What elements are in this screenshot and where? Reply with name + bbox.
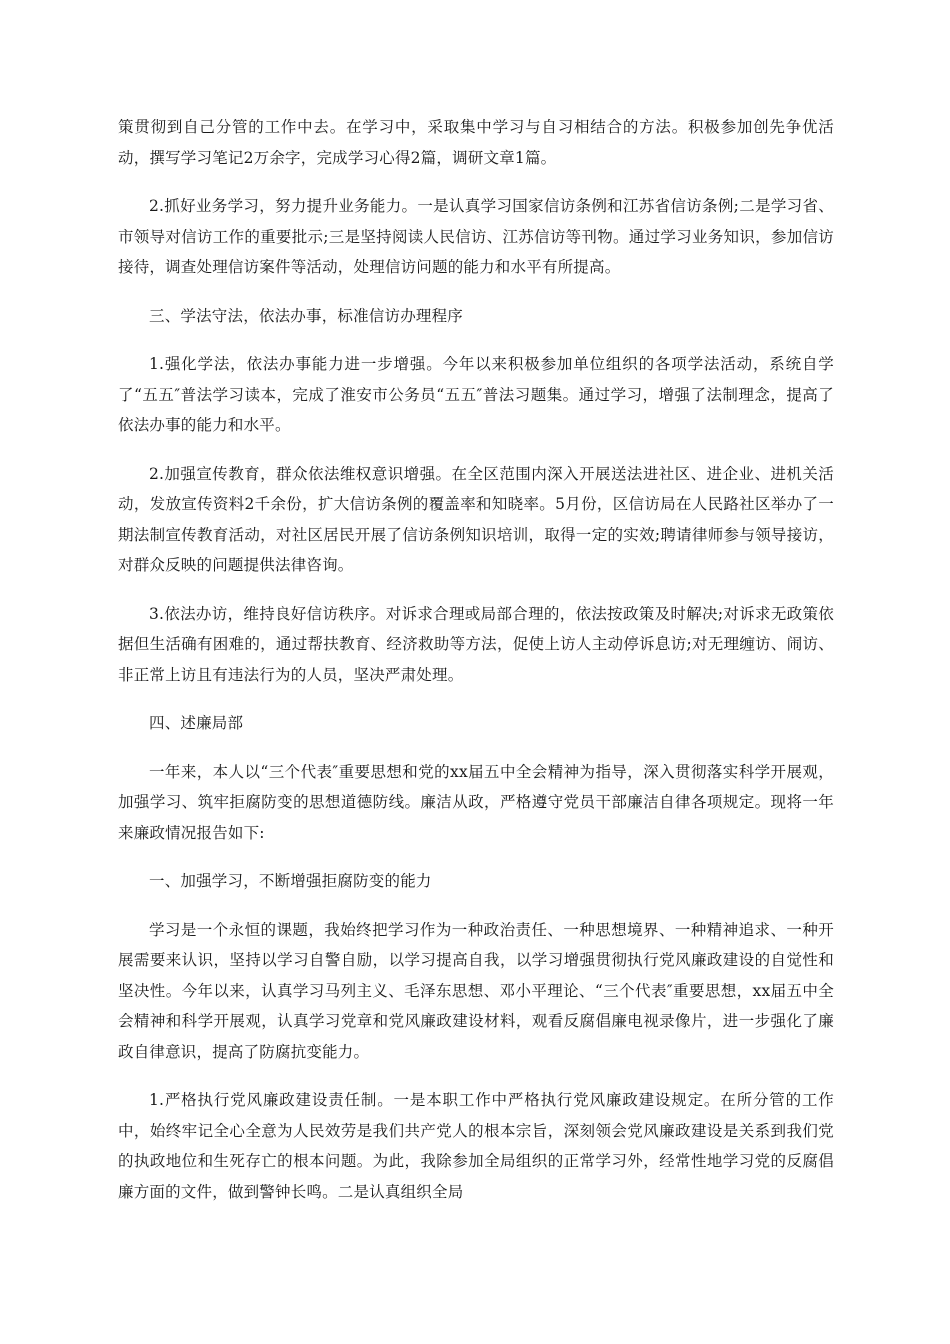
paragraph-business-study: 2.抓好业务学习，努力提升业务能力。一是认真学习国家信访条例和江苏省信访条例;二是学习省、市领导对信访工作的重要批示;三是坚持阅读人民信访、江苏信访等刊物。通过学习业务知识，参加信访接待，调查处理信访案件等活动，处理信访问题的能力和水平有所提高。 <box>118 197 834 276</box>
document-page <box>118 112 834 1225</box>
section-heading-integrity: 四、述廉局部 <box>149 714 244 732</box>
paragraph-responsibility-system: 1.严格执行党风廉政建设责任制。一是本职工作中严格执行党风廉政建设规定。在所分管的工作中，始终牢记全心全意为人民效劳是我们共产党人的根本宗旨，深刻领会党风廉政建设是关系到我们党的执政地位和生死存亡的根本问题。为此，我除参加全局组织的正常学习外，经常性地学习党的反腐倡廉方面的文件，做到警钟长鸣。二是认真组织全局 <box>118 1091 834 1201</box>
section-heading-law: 三、学法守法，依法办事，标准信访办理程序 <box>149 306 464 325</box>
paragraph-continuation: 策贯彻到自己分管的工作中去。在学习中，采取集中学习与自习相结合的方法。积极参加创先争优活动，撰写学习笔记2万余字，完成学习心得2篇，调研文章1篇。 <box>118 118 834 167</box>
paragraph-eternal-study: 学习是一个永恒的课题，我始终把学习作为一种政治责任、一种思想境界、一种精神追求、一种开展需要来认识，坚持以学习自警自励，以学习提高自我，以学习增强贯彻执行党风廉政建设的自觉性和坚决性。今年以来，认真学习马列主义、毛泽东思想、邓小平理论、“三个代表″重要思想，xx届五中全会精神和科学开展观，认真学习党章和党风廉政建设材料，观看反腐倡廉电视录像片，进一步强化了廉政自律意识，提高了防腐抗变能力。 <box>118 920 834 1061</box>
paragraph-lawful-petition: 3.依法办访，维持良好信访秩序。对诉求合理或局部合理的，依法按政策及时解决;对诉求无政策依据但生活确有困难的，通过帮扶教育、经济救助等方法，促使上访人主动停诉息访;对无理缠访、闹访、非正常上访且有违法行为的人员，坚决严肃处理。 <box>118 604 834 684</box>
section-heading-study: 一、加强学习，不断增强拒腐防变的能力 <box>149 872 432 890</box>
paragraph-strengthen-law-study: 1.强化学法，依法办事能力进一步增强。今年以来积极参加单位组织的各项学法活动，系统自学了“五五″普法学习读本，完成了淮安市公务员“五五″普法习题集。通过学习，增强了法制理念，提高了依法办事的能力和水平。 <box>118 355 834 434</box>
paragraph-publicity-education: 2.加强宣传教育，群众依法维权意识增强。在全区范围内深入开展送法进社区、进企业、进机关活动，发放宣传资料2千余份，扩大信访条例的覆盖率和知晓率。5月份，区信访局在人民路社区举办了一期法制宣传教育活动，对社区居民开展了信访条例知识培训，取得一定的实效;聘请律师参与领导接访，对群众反映的问题提供法律咨询。 <box>118 464 834 574</box>
paragraph-year-summary: 一年来，本人以“三个代表″重要思想和党的xx届五中全会精神为指导，深入贯彻落实科学开展观，加强学习、筑牢拒腐防变的思想道德防线。廉洁从政，严格遵守党员干部廉洁自律各项规定。现将一年来廉政情况报告如下: <box>118 762 834 842</box>
